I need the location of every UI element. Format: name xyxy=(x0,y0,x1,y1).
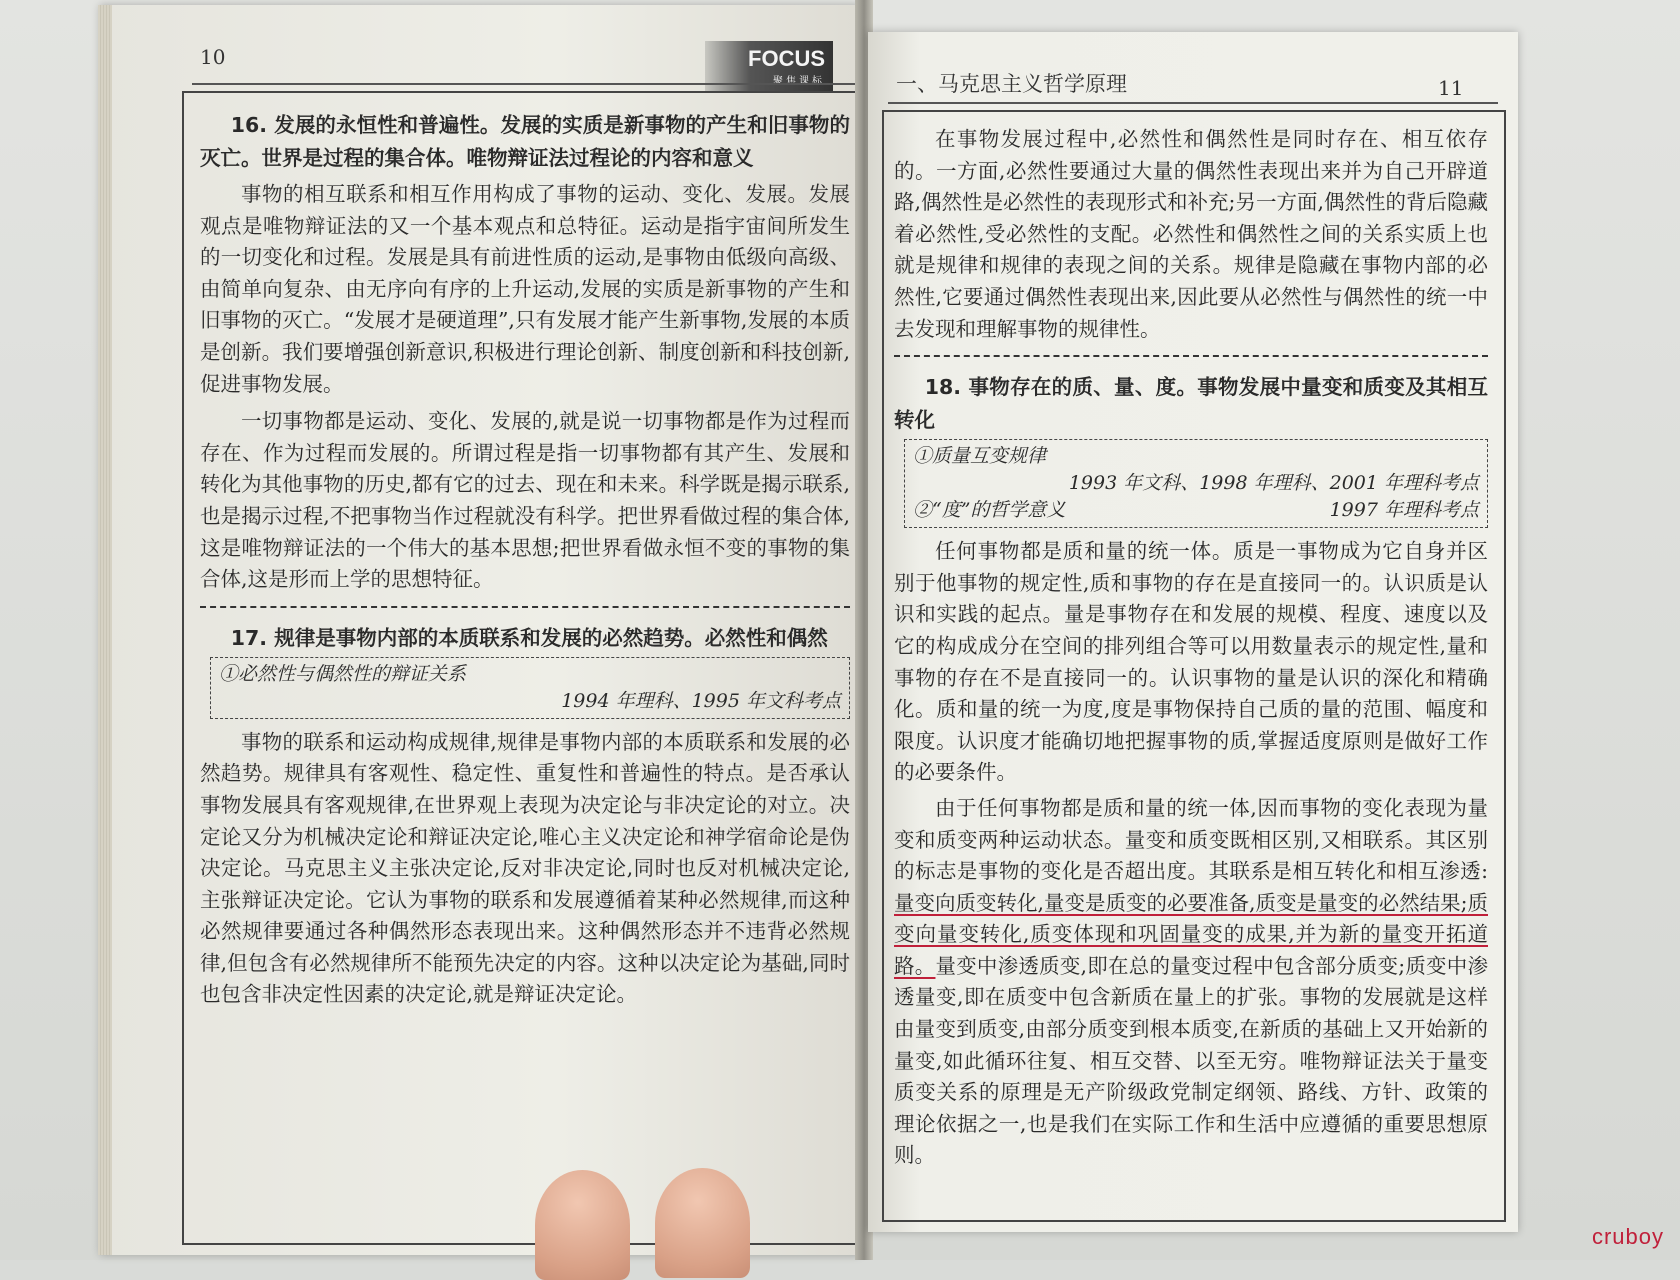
right-page-number: 11 xyxy=(1438,76,1464,100)
exam-point-item: ①必然性与偶然性的辩证关系 xyxy=(219,662,467,685)
left-header-rule xyxy=(192,83,860,85)
section-16-heading: 16. 发展的永恒性和普遍性。发展的实质是新事物的产生和旧事物的灭亡。世界是过程的集合体。唯物辩证法过程论的内容和意义 xyxy=(200,113,850,170)
holding-fingers xyxy=(525,1150,755,1270)
finger-right xyxy=(655,1168,750,1278)
exam-point-note-1: 1993 年文科、1998 年理科、2001 年理科考点 xyxy=(1068,472,1479,495)
section-divider xyxy=(894,355,1488,357)
underlined-passage: 量变向质变转化,量变是质变的必要准备,质变是量变的必然结果;质变向量变转化,质变体现和巩固量变的成果,并为新的量变开拓道路。 xyxy=(894,890,1488,978)
focus-logo-subtext: 聚焦课标 xyxy=(773,75,825,87)
paragraph-2-part-c: 量变中渗透质变,即在总的量变过程中包含部分质变;质变中渗透量变,即在质变中包含新质在量上的扩张。事物的发展就是这样由量变到质变,由部分质变到根本质变,在新质的基础上又开始新的量变,如此循环往复、相互交替、以至无穷。唯物辩证法关于量变质变关系的原理是无产阶级政党制定纲领、路线、方针、政策的理论依据之一,也是我们在实际工作和生活中应遵循的重要思想原则。 xyxy=(894,953,1489,1168)
exam-point-note-2: 1997 年理科考点 xyxy=(1329,499,1479,522)
exam-point-item-1: ①质量互变规律 xyxy=(913,445,1047,468)
right-page-header: 一、马克思主义哲学原理 xyxy=(896,72,1127,96)
focus-logo-text: FOCUS xyxy=(748,45,825,71)
exam-point-box xyxy=(210,657,850,719)
right-header-rule xyxy=(888,102,1498,104)
section-16-paragraph-1: 事物的相互联系和相互作用构成了事物的运动、变化、发展。发展观点是唯物辩证法的又一个基本观点和总特征。运动是指宇宙间所发生的一切变化和过程。发展是具有前进性质的运动,是事物由低级向高级、由简单向复杂、由无序向有序的上升运动,发展的实质是新事物的产生和旧事物的灭亡。“发展才是硬道理”,只有发展才能产生新事物,发展的本质是创新。我们要增强创新意识,积极进行理论创新、制度创新和科技创新,促进事物发展。 xyxy=(200,182,850,396)
exam-point-item-2: ②“度”的哲学意义 xyxy=(913,499,1066,522)
right-content xyxy=(894,124,1488,1172)
exam-point-box xyxy=(904,439,1488,528)
top-paragraph: 在事物发展过程中,必然性和偶然性是同时存在、相互依存的。一方面,必然性要通过大量的偶然性表现出来并为自己开辟道路,偶然性是必然性的表现形式和补充;另一方面,偶然性的背后隐藏着必然性,受必然性的支配。必然性和偶然性之间的关系实质上也就是规律和规律的表现之间的关系。规律是隐藏在事物内部的必然性,它要通过偶然性表现出来,因此要从必然性与偶然性的统一中去发现和理解事物的规律性。 xyxy=(894,127,1488,341)
section-18-paragraph-1: 任何事物都是质和量的统一体。质是一事物成为它自身并区别于他事物的规定性,质和事物的存在是直接同一的。认识质是认识和实践的起点。量是事物存在和发展的规模、程度、速度以及它的构成成分在空间的排列组合等可以用数量表示的规定性,量和事物的存在不是直接同一的。认识事物的量是认识的深化和精确化。质和量的统一为度,度是事物保持自己质的量的范围、幅度和限度。认识度才能确切地把握事物的质,掌握适度原则是做好工作的必要条件。 xyxy=(894,539,1488,785)
right-page xyxy=(868,32,1518,1232)
finger-left xyxy=(535,1170,630,1280)
left-content xyxy=(200,109,850,1011)
section-17-paragraph-1: 事物的联系和运动构成规律,规律是事物内部的本质联系和发展的必然趋势。规律具有客观性、稳定性、重复性和普遍性的特点。是否承认事物发展具有客观规律,在世界观上表现为决定论与非决定论的对立。决定论又分为机械决定论和辩证决定论,唯心主义决定论和神学宿命论是伪决定论。马克思主义主张决定论,反对非决定论,同时也反对机械决定论,主张辩证决定论。它认为事物的联系和发展遵循着某种必然规律,而这种必然规律要通过各种偶然形态表现出来。这种偶然形态并不违背必然规律,但包含有必然规律所不能预先决定的内容。这种以决定论为基础,同时也包含非决定性因素的决定论,就是辩证决定论。 xyxy=(200,729,850,1007)
exam-point-note: 1994 年理科、1995 年文科考点 xyxy=(561,689,841,712)
watermark: cruboy xyxy=(1591,1224,1664,1249)
page-edges xyxy=(98,5,112,1255)
paragraph-2-part-a: 由于任何事物都是质和量的统一体,因而事物的变化表现为量变和质变两种运动状态。量变和质变既相区别,又相联系。其区别的标志是事物的变化是否超出度。其联系是相互转化和相互渗透: xyxy=(894,795,1488,884)
left-page-number: 10 xyxy=(200,45,226,69)
section-divider xyxy=(200,606,850,608)
left-page xyxy=(100,5,860,1255)
section-17-heading: 17. 规律是事物内部的本质联系和发展的必然趋势。必然性和偶然 xyxy=(230,625,828,650)
section-16-paragraph-2: 一切事物都是运动、变化、发展的,就是说一切事物都是作为过程而存在、作为过程而发展的。所谓过程是指一切事物都有其产生、发展和转化为其他事物的历史,都有它的过去、现在和未来。科学既是揭示联系,也是揭示过程,不把事物当作过程就没有科学。把世界看做过程的集合体,这是唯物辩证法的一个伟大的基本思想;把世界看做永恒不变的事物的集合体,这是形而上学的思想特征。 xyxy=(200,409,850,592)
section-18-heading: 18. 事物存在的质、量、度。事物发展中量变和质变及其相互转化 xyxy=(894,375,1488,433)
section-18-paragraph-2 xyxy=(894,793,1488,1172)
